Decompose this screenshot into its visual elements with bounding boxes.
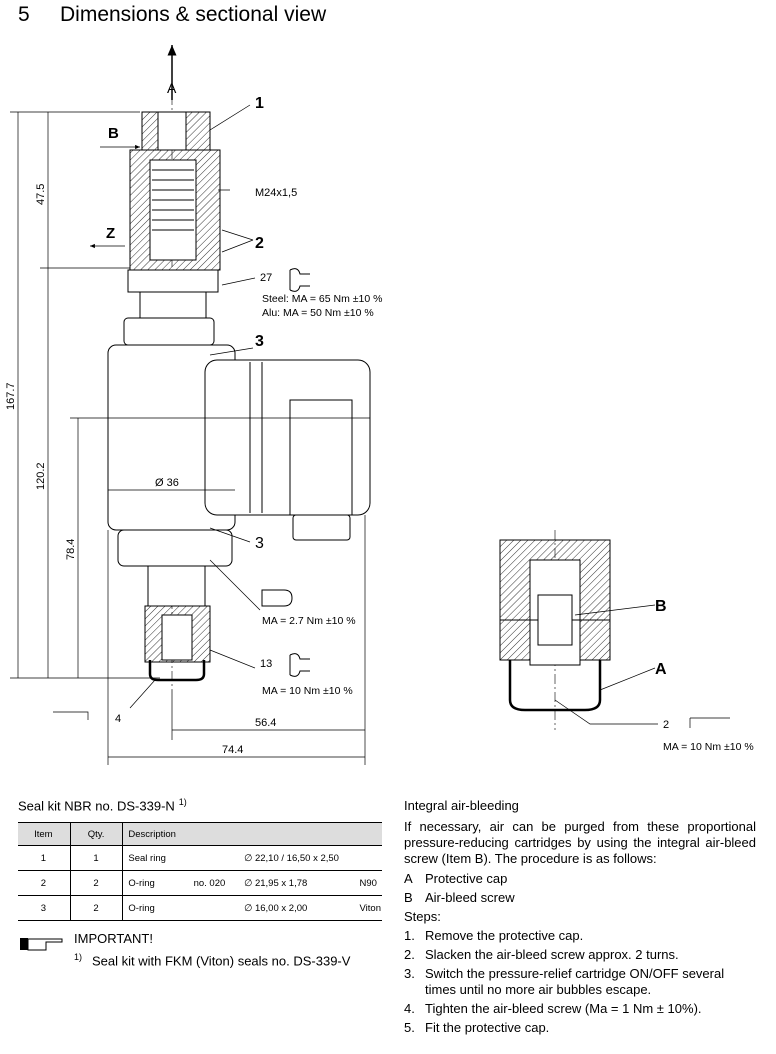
hand-icon <box>262 590 292 606</box>
list-item <box>404 890 756 906</box>
wrench-size-13: 13 <box>260 658 273 670</box>
list-key: B <box>404 890 413 905</box>
label-b: B <box>108 125 119 142</box>
list-key: 2. <box>404 947 415 962</box>
list-text: Fit the protective cap. <box>425 1020 550 1035</box>
valve-body <box>108 45 370 690</box>
col-qty: Qty. <box>70 823 123 846</box>
note-text: Seal kit with FKM (Viton) seals no. DS-339-V <box>92 953 351 969</box>
steps-label: Steps: <box>404 909 441 924</box>
list-key: 1. <box>404 928 415 943</box>
cell-no: no. 020 <box>189 871 240 896</box>
important-note <box>74 952 350 968</box>
table-row <box>18 896 382 921</box>
list-key: 4. <box>404 1001 415 1016</box>
hand-torque: MA = 2.7 Nm ±10 % <box>262 615 356 627</box>
list-text: Protective cap <box>425 871 508 886</box>
col-description: Description <box>123 823 382 846</box>
list-text: Tighten the air-bleed screw (Ma = 1 Nm ± 10%). <box>425 1001 702 1016</box>
cell-item: 2 <box>18 871 70 896</box>
list-text: Slacken the air-bleed screw approx. 2 turns. <box>425 947 679 962</box>
page-title: Dimensions & sectional view <box>60 3 327 26</box>
cell-desc: Seal ring <box>123 846 189 871</box>
cell-dim: ∅ 16,00 x 2,00 <box>239 896 354 921</box>
seal-kit-table <box>18 822 382 921</box>
important-heading: IMPORTANT! <box>74 931 153 946</box>
list-text: Air-bleed screw <box>425 890 515 905</box>
dim-78-4: 78.4 <box>65 538 77 560</box>
dim-167-7: 167.7 <box>5 382 17 410</box>
cell-dim: ∅ 21,95 x 1,78 <box>239 871 354 896</box>
list-item <box>404 966 756 998</box>
cell-qty: 2 <box>70 871 123 896</box>
section-torque: MA = 10 Nm ±10 % <box>663 741 754 753</box>
list-item <box>404 947 756 963</box>
section-item-2: 2 <box>663 719 670 731</box>
item-3-callout: 3 <box>255 333 264 350</box>
list-key: 5. <box>404 1020 415 1035</box>
table-row <box>18 871 382 896</box>
section-number: 5 <box>18 3 30 26</box>
cell-no <box>189 846 240 871</box>
cell-mat: Viton <box>355 896 382 921</box>
col-item: Item <box>18 823 70 846</box>
cell-desc: O-ring <box>123 896 189 921</box>
dim-47-5: 47.5 <box>35 183 47 205</box>
view-a-label: A <box>167 80 177 96</box>
cell-mat <box>355 846 382 871</box>
cell-mat: N90 <box>355 871 382 896</box>
thread-label: M24x1,5 <box>255 187 298 199</box>
label-z: Z <box>106 225 116 242</box>
list-item <box>404 1001 756 1017</box>
seal-kit-title-text: Seal kit NBR no. DS-339-N <box>18 798 175 814</box>
list-item <box>404 871 756 887</box>
item-4-callout: 4 <box>115 713 122 725</box>
cell-item: 3 <box>18 896 70 921</box>
steel-torque: Steel: MA = 65 Nm ±10 % <box>262 293 383 305</box>
dim-74-4: 74.4 <box>222 744 244 756</box>
list-text: Switch the pressure-relief cartridge ON/OFF several times until no more air bubbles escape. <box>425 966 725 997</box>
section-label-a: A <box>655 661 667 678</box>
list-key: 3. <box>404 966 415 981</box>
air-bleeding-section <box>404 798 756 1036</box>
list-key: A <box>404 871 413 886</box>
list-item <box>404 928 756 944</box>
cell-item: 1 <box>18 846 70 871</box>
cell-dim: ∅ 22,10 / 16,50 x 2,50 <box>239 846 354 871</box>
dim-56-4: 56.4 <box>255 717 277 729</box>
cell-qty: 1 <box>70 846 123 871</box>
list-item <box>404 1020 756 1036</box>
dim-120-2: 120.2 <box>35 462 47 490</box>
item-1-callout: 1 <box>255 95 264 112</box>
cell-no <box>189 896 240 921</box>
pointing-hand-icon <box>20 934 64 954</box>
section-label-b: B <box>655 598 667 615</box>
wrench-size-27: 27 <box>260 272 273 284</box>
footnote-ref: 1) <box>178 797 187 807</box>
section-view <box>500 530 754 753</box>
item-3-callout: 3 <box>255 535 264 552</box>
dim-diameter-36: Ø 36 <box>155 477 179 489</box>
air-bleeding-intro: If necessary, air can be purged from these proportional pressure-reducing cartridges by using the integral air-bleed screw (Item B). The procedure is as follows: <box>404 819 756 866</box>
cell-desc: O-ring <box>123 871 189 896</box>
air-bleeding-heading: Integral air-bleeding <box>404 798 519 813</box>
table-row <box>18 846 382 871</box>
alu-torque: Alu: MA = 50 Nm ±10 % <box>262 307 374 319</box>
seal-kit-title <box>18 797 187 813</box>
item-2-callout: 2 <box>255 235 264 252</box>
torque-13: MA = 10 Nm ±10 % <box>262 685 353 697</box>
cell-qty: 2 <box>70 896 123 921</box>
note-ref: 1) <box>74 952 83 962</box>
list-text: Remove the protective cap. <box>425 928 584 943</box>
